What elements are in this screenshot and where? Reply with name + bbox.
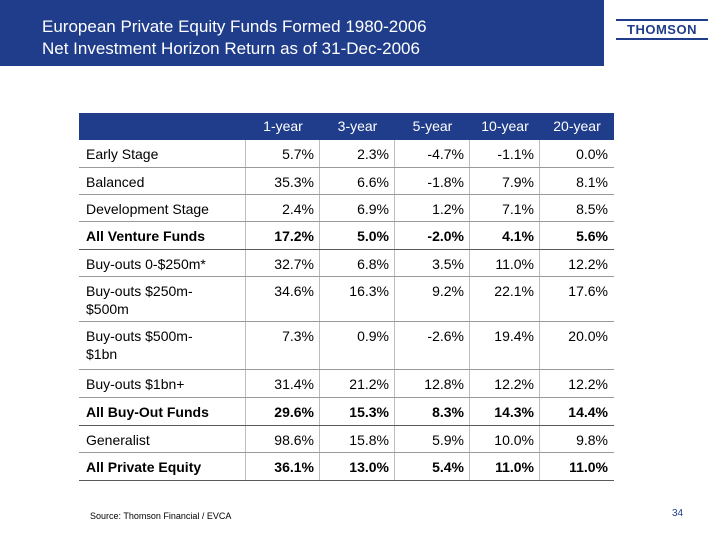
table-cell: 1.2% xyxy=(432,201,464,217)
row-divider xyxy=(79,321,614,322)
row-label: All Venture Funds xyxy=(86,228,206,244)
table-cell: 14.3% xyxy=(494,404,534,420)
column-divider xyxy=(394,140,395,481)
table-cell: 15.8% xyxy=(349,432,389,448)
table-cell: 15.3% xyxy=(349,404,389,420)
table-cell: 6.8% xyxy=(357,256,389,272)
column-header-1year: 1-year xyxy=(263,118,303,134)
table-cell: -4.7% xyxy=(427,146,464,162)
table-cell: 12.2% xyxy=(494,376,534,392)
table-cell: 11.0% xyxy=(495,256,534,272)
row-label: Generalist xyxy=(86,432,150,448)
column-divider xyxy=(319,140,320,481)
table-cell: 34.6% xyxy=(274,283,314,299)
table-cell: 19.4% xyxy=(494,328,534,344)
table-cell: 31.4% xyxy=(274,376,314,392)
column-header-5year: 5-year xyxy=(412,118,453,134)
row-label: All Buy-Out Funds xyxy=(86,404,209,420)
table-cell: 98.6% xyxy=(274,432,314,448)
table-cell: -2.6% xyxy=(427,328,464,344)
row-divider xyxy=(79,369,614,370)
row-divider xyxy=(79,276,614,277)
column-divider xyxy=(469,140,470,481)
slide-title-line-2: Net Investment Horizon Return as of 31-Dec-2006 xyxy=(42,39,420,58)
table-cell: 11.0% xyxy=(495,459,534,475)
table-cell: 11.0% xyxy=(569,459,608,475)
row-label: Balanced xyxy=(86,174,145,190)
row-label: Development Stage xyxy=(86,201,209,217)
table-cell: 36.1% xyxy=(274,459,314,475)
table-cell: -2.0% xyxy=(427,228,464,244)
table-cell: 5.6% xyxy=(576,228,608,244)
table-cell: 16.3% xyxy=(349,283,389,299)
table-cell: 5.7% xyxy=(282,146,314,162)
table-cell: 12.2% xyxy=(568,256,608,272)
table-cell: 9.8% xyxy=(576,432,608,448)
table-cell: 5.0% xyxy=(357,228,389,244)
column-header-20year: 20-year xyxy=(553,118,601,134)
table-cell: 14.4% xyxy=(568,404,608,420)
table-cell: 10.0% xyxy=(494,432,534,448)
row-divider xyxy=(79,452,614,453)
table-cell: 5.9% xyxy=(432,432,464,448)
table-cell: 2.4% xyxy=(282,201,314,217)
row-divider xyxy=(79,167,614,168)
table-cell: 13.0% xyxy=(349,459,389,475)
column-header-3year: 3-year xyxy=(337,118,378,134)
table-cell: 20.0% xyxy=(568,328,608,344)
column-divider xyxy=(539,140,540,481)
row-divider xyxy=(79,397,614,398)
table-cell: 8.1% xyxy=(576,174,608,190)
table-cell: -1.8% xyxy=(427,174,464,190)
table-cell: 35.3% xyxy=(274,174,314,190)
row-label: Buy-outs 0-$250m* xyxy=(86,256,206,272)
column-divider xyxy=(245,140,246,481)
source-note: Source: Thomson Financial / EVCA xyxy=(90,511,232,521)
table-cell: 21.2% xyxy=(349,376,389,392)
table-cell: 5.4% xyxy=(432,459,464,475)
row-divider xyxy=(79,221,614,222)
table-cell: 8.5% xyxy=(576,201,608,217)
slide-title-line-1: European Private Equity Funds Formed 1980-2006 xyxy=(42,17,427,36)
row-divider xyxy=(79,480,614,481)
table-cell: 17.6% xyxy=(568,283,608,299)
table-cell: 7.3% xyxy=(282,328,314,344)
row-label: Buy-outs $500m- $1bn xyxy=(86,328,193,362)
table-cell: 32.7% xyxy=(274,256,314,272)
table-cell: 7.1% xyxy=(502,201,534,217)
row-label: Early Stage xyxy=(86,146,159,162)
table-cell: 3.5% xyxy=(432,256,464,272)
table-cell: 17.2% xyxy=(274,228,314,244)
table-cell: 12.8% xyxy=(424,376,464,392)
table-cell: 7.9% xyxy=(502,174,534,190)
table-cell: 9.2% xyxy=(432,283,464,299)
table-cell: 12.2% xyxy=(568,376,608,392)
table-cell: 4.1% xyxy=(502,228,534,244)
table-cell: 6.6% xyxy=(357,174,389,190)
table-cell: 6.9% xyxy=(357,201,389,217)
row-label: Buy-outs $250m- $500m xyxy=(86,283,193,317)
table-cell: 0.9% xyxy=(357,328,389,344)
column-header-10year: 10-year xyxy=(481,118,529,134)
table-cell: 29.6% xyxy=(274,404,314,420)
logo-text: THOMSON xyxy=(627,22,697,37)
row-divider xyxy=(79,249,614,250)
row-divider xyxy=(79,194,614,195)
page-number: 34 xyxy=(672,508,684,519)
row-label: Buy-outs $1bn+ xyxy=(86,376,185,392)
table-cell: 0.0% xyxy=(576,146,608,162)
table-cell: -1.1% xyxy=(497,146,534,162)
table-cell: 22.1% xyxy=(494,283,534,299)
table-cell: 8.3% xyxy=(432,404,464,420)
table-cell: 2.3% xyxy=(357,146,389,162)
row-divider xyxy=(79,425,614,426)
row-label: All Private Equity xyxy=(86,459,202,475)
